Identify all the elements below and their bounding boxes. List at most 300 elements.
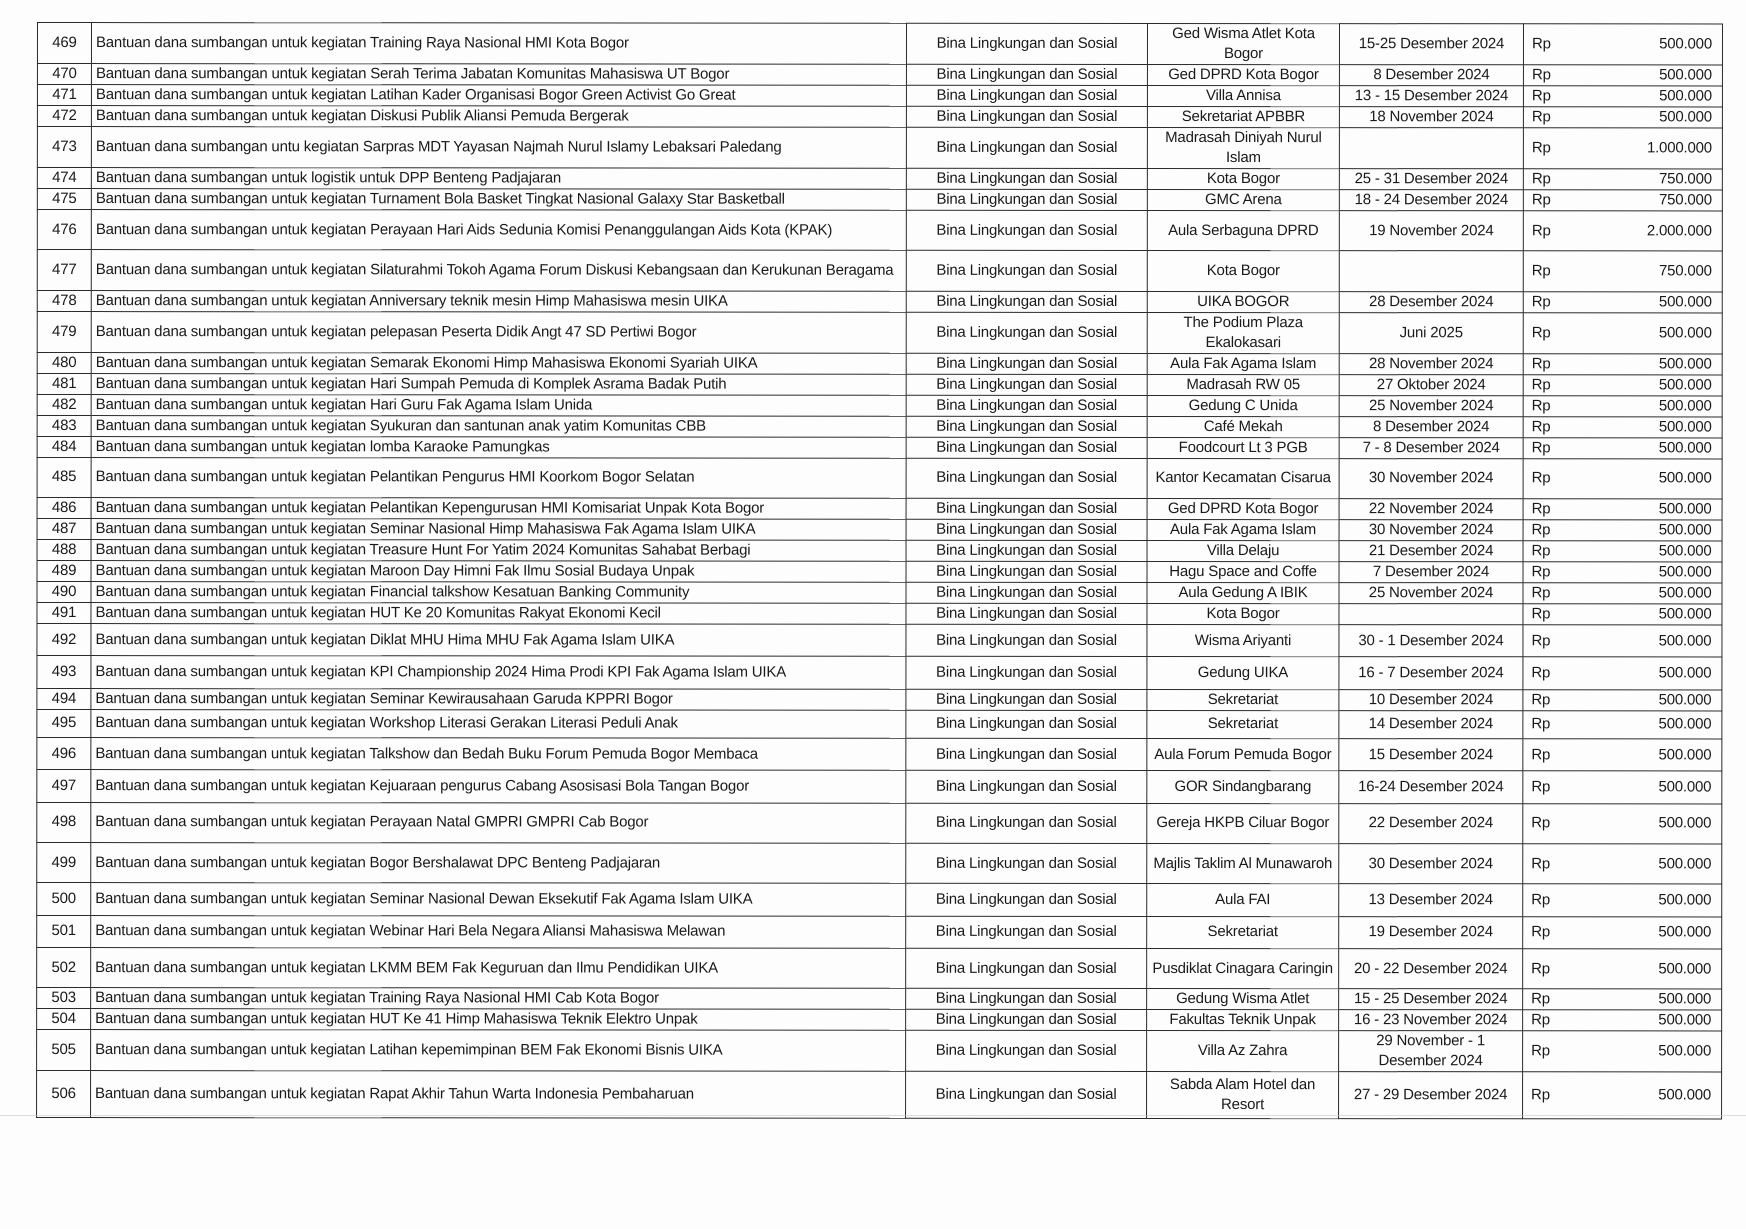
- row-amount: 750.000: [1659, 191, 1712, 209]
- row-location: Aula FAI: [1147, 884, 1339, 916]
- row-currency: Rp: [1531, 376, 1551, 394]
- row-amount-cell: [1523, 190, 1722, 211]
- row-description: Bantuan dana sumbangan untuk kegiatan Syukuran dan santunan anak yatim Komunitas CBB: [91, 415, 906, 437]
- row-amount: 750.000: [1658, 262, 1712, 280]
- table-row: [37, 210, 1722, 252]
- row-amount: 500.000: [1658, 469, 1712, 487]
- row-description: Bantuan dana sumbangan untuk kegiatan Bogor Bershalawat DPC Benteng Padjajaran: [91, 843, 906, 884]
- table-row: [37, 498, 1722, 520]
- table-row: [37, 540, 1722, 562]
- table-row: [37, 290, 1722, 312]
- row-description: Bantuan dana sumbangan untu kegiatan Sarpras MDT Yayasan Najmah Nurul Islamy Lebaksari Paledang: [91, 127, 906, 169]
- table-row: [37, 738, 1722, 772]
- row-number: 487: [37, 519, 91, 540]
- row-location: Madrasah RW 05: [1147, 374, 1339, 395]
- row-field: Bina Lingkungan dan Sosial: [906, 353, 1147, 374]
- row-date: 10 Desember 2024: [1339, 689, 1523, 710]
- row-description: Bantuan dana sumbangan untuk kegiatan Financial talkshow Kesatuan Banking Community: [91, 582, 906, 604]
- row-location: Pusdiklat Cinagara Caringin: [1147, 949, 1339, 990]
- row-field: Bina Lingkungan dan Sosial: [906, 189, 1147, 210]
- row-location: Foodcourt Lt 3 PGB: [1147, 437, 1339, 458]
- row-amount-cell: [1523, 313, 1722, 354]
- row-currency: Rp: [1531, 891, 1551, 909]
- row-amount-cell: [1523, 711, 1722, 739]
- row-location: Ged DPRD Kota Bogor: [1147, 64, 1339, 85]
- row-amount: 500.000: [1658, 691, 1712, 709]
- row-number: 479: [37, 311, 91, 352]
- row-currency: Rp: [1531, 855, 1551, 873]
- row-number: 498: [37, 802, 91, 842]
- row-amount: 500.000: [1658, 418, 1712, 436]
- table-row: [37, 64, 1722, 86]
- row-field: Bina Lingkungan dan Sosial: [906, 458, 1147, 499]
- row-location: Gedung UIKA: [1147, 657, 1339, 689]
- row-amount-cell: [1523, 949, 1722, 990]
- row-location: Gereja HKPB Ciluar Bogor: [1147, 803, 1339, 844]
- row-description: Bantuan dana sumbangan untuk kegiatan Semarak Ekonomi Himp Mahasiswa Ekonomi Syariah UIKA: [91, 352, 906, 374]
- row-amount: 500.000: [1658, 778, 1712, 796]
- row-number: 490: [37, 582, 91, 603]
- row-description: Bantuan dana sumbangan untuk kegiatan Webinar Hari Bela Negara Aliansi Mahasiswa Melawan: [91, 915, 906, 948]
- row-currency: Rp: [1531, 715, 1551, 733]
- row-description: Bantuan dana sumbangan untuk kegiatan KPI Championship 2024 Hima Prodi KPI Fak Agama Islam UIKA: [91, 656, 906, 689]
- row-amount-cell: [1523, 884, 1722, 916]
- row-number: 471: [37, 85, 91, 106]
- row-field: Bina Lingkungan dan Sosial: [906, 168, 1147, 189]
- row-amount-cell: [1523, 292, 1722, 313]
- row-date: 8 Desember 2024: [1339, 65, 1523, 86]
- row-location: UIKA BOGOR: [1147, 291, 1339, 312]
- row-currency: Rp: [1531, 923, 1550, 941]
- row-date: 28 Desember 2024: [1339, 291, 1523, 312]
- row-field: Bina Lingkungan dan Sosial: [906, 312, 1147, 353]
- row-field: Bina Lingkungan dan Sosial: [906, 64, 1147, 85]
- table-row: [37, 23, 1722, 65]
- row-currency: Rp: [1531, 746, 1551, 764]
- row-amount: 500.000: [1658, 521, 1712, 539]
- table-row: [37, 988, 1722, 1010]
- row-description: Bantuan dana sumbangan untuk kegiatan Seminar Nasional Dewan Eksekutif Fak Agama Islam UIKA: [91, 883, 906, 916]
- row-field: Bina Lingkungan dan Sosial: [906, 106, 1147, 127]
- row-currency: Rp: [1531, 221, 1551, 240]
- row-currency: Rp: [1531, 397, 1551, 415]
- table-row: [37, 770, 1722, 804]
- row-amount: 750.000: [1659, 170, 1712, 188]
- row-currency: Rp: [1531, 1086, 1550, 1104]
- row-currency: Rp: [1531, 960, 1550, 978]
- row-description: Bantuan dana sumbangan untuk kegiatan Rapat Akhir Tahun Warta Indonesia Pembaharuan: [91, 1071, 906, 1118]
- row-currency: Rp: [1531, 139, 1551, 157]
- row-date: 28 November 2024: [1339, 353, 1523, 374]
- row-number: 492: [37, 624, 91, 656]
- row-description: Bantuan dana sumbangan untuk kegiatan Hari Sumpah Pemuda di Komplek Asrama Badak Putih: [91, 373, 906, 395]
- row-location: Aula Serbaguna DPRD: [1147, 210, 1339, 251]
- row-amount-cell: [1523, 417, 1722, 438]
- donation-table: [36, 22, 1723, 1119]
- row-currency: Rp: [1531, 324, 1551, 342]
- row-field: Bina Lingkungan dan Sosial: [906, 989, 1147, 1010]
- row-currency: Rp: [1531, 778, 1551, 796]
- row-location: Hagu Space and Coffe: [1147, 562, 1339, 583]
- row-location: Gedung Wisma Atlet: [1147, 989, 1339, 1010]
- row-number: 470: [37, 64, 91, 85]
- row-amount-cell: [1523, 375, 1722, 396]
- row-location: Majlis Taklim Al Munawaroh: [1147, 844, 1339, 885]
- row-amount-cell: [1523, 396, 1722, 417]
- table-row: [37, 603, 1722, 625]
- row-number: 500: [37, 883, 91, 915]
- row-date: 14 Desember 2024: [1339, 710, 1523, 738]
- row-amount-cell: [1523, 499, 1722, 520]
- row-location: Kota Bogor: [1147, 604, 1339, 625]
- row-number: 483: [37, 415, 91, 436]
- table-row: [37, 311, 1722, 353]
- row-description: Bantuan dana sumbangan untuk kegiatan Training Raya Nasional HMI Kota Bogor: [91, 23, 906, 65]
- row-amount: 500.000: [1658, 855, 1712, 873]
- row-currency: Rp: [1531, 990, 1550, 1008]
- row-currency: Rp: [1531, 584, 1551, 602]
- row-amount: 500.000: [1659, 87, 1712, 105]
- table-row: [37, 1030, 1722, 1072]
- row-amount: 2.000.000: [1646, 222, 1712, 240]
- row-number: 501: [37, 915, 91, 947]
- row-amount: 500.000: [1658, 814, 1712, 832]
- row-location: Wisma Ariyanti: [1147, 625, 1339, 657]
- row-date: [1339, 128, 1523, 169]
- row-description: Bantuan dana sumbangan untuk kegiatan Training Raya Nasional HMI Cab Kota Bogor: [91, 988, 906, 1010]
- scan-artifact-line: [0, 1115, 1746, 1116]
- row-number: 494: [37, 688, 91, 709]
- row-number: 493: [37, 656, 91, 688]
- table-row: [37, 561, 1722, 583]
- row-amount-cell: [1523, 459, 1722, 500]
- row-field: Bina Lingkungan dan Sosial: [906, 437, 1147, 458]
- table-row: [37, 656, 1722, 690]
- row-amount-cell: [1523, 354, 1722, 375]
- row-date: 15 Desember 2024: [1339, 739, 1523, 771]
- row-field: Bina Lingkungan dan Sosial: [906, 210, 1147, 251]
- row-date: 7 Desember 2024: [1339, 562, 1523, 583]
- table-row: [37, 394, 1722, 416]
- table-row: [37, 457, 1722, 499]
- row-amount: 500.000: [1658, 1011, 1712, 1029]
- row-description: Bantuan dana sumbangan untuk kegiatan Latihan kepemimpinan BEM Fak Ekonomi Bisnis UIKA: [91, 1030, 906, 1072]
- row-currency: Rp: [1531, 563, 1551, 581]
- row-amount-cell: [1523, 989, 1722, 1010]
- row-description: Bantuan dana sumbangan untuk kegiatan Silaturahmi Tokoh Agama Forum Diskusi Kebangsaan dan Kerukunan Beragama: [91, 250, 906, 291]
- row-amount: 500.000: [1658, 397, 1712, 415]
- row-date: 29 November - 1 Desember 2024: [1339, 1031, 1523, 1072]
- row-description: Bantuan dana sumbangan untuk kegiatan Talkshow dan Bedah Buku Forum Pemuda Bogor Membaca: [91, 738, 906, 771]
- row-currency: Rp: [1531, 500, 1551, 518]
- row-number: 469: [37, 23, 91, 64]
- row-location: Sekretariat APBBR: [1147, 106, 1339, 127]
- row-amount: 500.000: [1658, 632, 1712, 650]
- row-amount-cell: [1523, 520, 1722, 541]
- row-description: Bantuan dana sumbangan untuk logistik untuk DPP Benteng Padjajaran: [91, 168, 906, 190]
- row-description: Bantuan dana sumbangan untuk kegiatan Workshop Literasi Gerakan Literasi Peduli Anak: [91, 709, 906, 738]
- row-amount: 500.000: [1658, 355, 1712, 373]
- table-row: [37, 373, 1722, 395]
- row-location: Aula Fak Agama Islam: [1147, 353, 1339, 374]
- row-amount-cell: [1523, 739, 1722, 771]
- row-number: 488: [37, 540, 91, 561]
- row-date: 15 - 25 Desember 2024: [1339, 989, 1523, 1010]
- row-currency: Rp: [1531, 262, 1551, 280]
- table-row: [37, 168, 1722, 190]
- row-location: Aula Gedung A IBIK: [1147, 583, 1339, 604]
- row-number: 478: [37, 290, 91, 311]
- row-date: 27 Oktober 2024: [1339, 374, 1523, 395]
- row-description: Bantuan dana sumbangan untuk kegiatan Treasure Hunt For Yatim 2024 Komunitas Sahabat Berbagi: [91, 540, 906, 562]
- row-field: Bina Lingkungan dan Sosial: [906, 624, 1147, 657]
- row-date: 13 - 15 Desember 2024: [1339, 86, 1523, 107]
- row-location: Ged Wisma Atlet Kota Bogor: [1147, 23, 1339, 64]
- row-field: Bina Lingkungan dan Sosial: [906, 127, 1147, 168]
- row-location: Sekretariat: [1147, 710, 1339, 738]
- row-currency: Rp: [1531, 418, 1551, 436]
- row-number: 485: [37, 457, 91, 497]
- row-amount-cell: [1523, 438, 1722, 459]
- row-date: 16 - 7 Desember 2024: [1339, 657, 1523, 689]
- table-row: [37, 624, 1722, 658]
- row-amount-cell: [1523, 128, 1722, 169]
- row-date: 19 Desember 2024: [1339, 916, 1523, 948]
- row-field: Bina Lingkungan dan Sosial: [906, 561, 1147, 582]
- row-date: [1339, 251, 1523, 292]
- row-date: 22 Desember 2024: [1339, 803, 1523, 844]
- row-description: Bantuan dana sumbangan untuk kegiatan Kejuaraan pengurus Cabang Asosisasi Bola Tangan Bogor: [91, 770, 906, 803]
- row-currency: Rp: [1531, 1042, 1550, 1060]
- row-amount-cell: [1523, 917, 1722, 949]
- row-field: Bina Lingkungan dan Sosial: [906, 657, 1147, 690]
- row-currency: Rp: [1531, 605, 1551, 623]
- row-description: Bantuan dana sumbangan untuk kegiatan Hari Guru Fak Agama Islam Unida: [91, 394, 906, 416]
- row-location: Kota Bogor: [1147, 251, 1339, 292]
- row-field: Bina Lingkungan dan Sosial: [906, 540, 1147, 561]
- row-location: Fakultas Teknik Unpak: [1147, 1010, 1339, 1031]
- row-field: Bina Lingkungan dan Sosial: [906, 85, 1147, 106]
- row-location: Gedung C Unida: [1147, 395, 1339, 416]
- row-field: Bina Lingkungan dan Sosial: [906, 416, 1147, 437]
- row-location: Villa Az Zahra: [1147, 1031, 1339, 1072]
- row-amount: 500.000: [1659, 35, 1712, 53]
- row-date: Juni 2025: [1339, 312, 1523, 353]
- row-field: Bina Lingkungan dan Sosial: [906, 916, 1147, 949]
- row-description: Bantuan dana sumbangan untuk kegiatan Diskusi Publik Aliansi Pemuda Bergerak: [91, 106, 906, 128]
- row-field: Bina Lingkungan dan Sosial: [906, 582, 1147, 603]
- row-number: 475: [37, 189, 91, 210]
- row-amount-cell: [1523, 24, 1722, 65]
- row-currency: Rp: [1531, 542, 1551, 560]
- row-amount: 500.000: [1658, 923, 1712, 941]
- row-number: 491: [37, 603, 91, 624]
- table-row: [37, 1009, 1722, 1031]
- row-description: Bantuan dana sumbangan untuk kegiatan Serah Terima Jabatan Komunitas Mahasiswa UT Bogor: [91, 64, 906, 86]
- table-row: [37, 709, 1722, 739]
- row-amount: 500.000: [1658, 1086, 1712, 1104]
- row-location: Café Mekah: [1147, 416, 1339, 437]
- row-amount-cell: [1523, 803, 1722, 844]
- table-row: [37, 106, 1722, 128]
- row-currency: Rp: [1531, 632, 1551, 650]
- table-row: [37, 1071, 1722, 1119]
- row-amount-cell: [1523, 1010, 1722, 1031]
- row-date: 18 November 2024: [1339, 107, 1523, 128]
- row-date: 21 Desember 2024: [1339, 541, 1523, 562]
- table-row: [37, 582, 1722, 604]
- row-amount-cell: [1523, 583, 1722, 604]
- row-currency: Rp: [1531, 439, 1551, 457]
- row-date: 13 Desember 2024: [1339, 884, 1523, 916]
- row-location: GOR Sindangbarang: [1147, 771, 1339, 803]
- row-amount: 500.000: [1658, 1042, 1712, 1060]
- row-amount-cell: [1523, 211, 1722, 252]
- row-location: Sabda Alam Hotel dan Resort: [1147, 1072, 1339, 1119]
- row-currency: Rp: [1531, 355, 1551, 373]
- row-field: Bina Lingkungan dan Sosial: [906, 519, 1147, 540]
- row-amount: 500.000: [1658, 746, 1712, 764]
- row-currency: Rp: [1531, 293, 1551, 311]
- row-amount-cell: [1523, 844, 1722, 885]
- row-amount: 500.000: [1658, 293, 1712, 311]
- row-location: Aula Fak Agama Islam: [1147, 520, 1339, 541]
- row-currency: Rp: [1531, 469, 1551, 487]
- row-amount: 500.000: [1658, 891, 1712, 909]
- row-description: Bantuan dana sumbangan untuk kegiatan Latihan Kader Organisasi Bogor Green Activist Go Great: [91, 85, 906, 107]
- row-description: Bantuan dana sumbangan untuk kegiatan HUT Ke 20 Komunitas Rakyat Ekonomi Kecil: [91, 603, 906, 625]
- row-description: Bantuan dana sumbangan untuk kegiatan Anniversary teknik mesin Himp Mahasiswa mesin UIKA: [91, 290, 906, 312]
- row-field: Bina Lingkungan dan Sosial: [906, 948, 1147, 989]
- row-date: 22 November 2024: [1339, 499, 1523, 520]
- row-number: 489: [37, 561, 91, 582]
- row-date: 16 - 23 November 2024: [1339, 1010, 1523, 1031]
- row-description: Bantuan dana sumbangan untuk kegiatan Turnament Bola Basket Tingkat Nasional Galaxy Star Basketball: [91, 189, 906, 211]
- row-amount-cell: [1523, 1072, 1722, 1119]
- row-date: 27 - 29 Desember 2024: [1339, 1072, 1523, 1119]
- row-date: 8 Desember 2024: [1339, 416, 1523, 437]
- table-row: [37, 915, 1722, 949]
- row-amount: 500.000: [1658, 960, 1712, 978]
- row-number: 504: [37, 1009, 91, 1030]
- row-description: Bantuan dana sumbangan untuk kegiatan Perayaan Hari Aids Sedunia Komisi Penanggulangan Aids Kota (KPAK): [91, 210, 906, 251]
- row-description: Bantuan dana sumbangan untuk kegiatan Maroon Day Himni Fak Ilmu Sosial Budaya Unpak: [91, 561, 906, 583]
- row-number: 506: [37, 1071, 91, 1118]
- row-number: 496: [37, 738, 91, 770]
- row-number: 499: [37, 843, 91, 883]
- row-amount-cell: [1523, 65, 1722, 86]
- row-amount-cell: [1523, 690, 1722, 711]
- row-date: 30 November 2024: [1339, 458, 1523, 499]
- row-currency: Rp: [1531, 87, 1551, 105]
- row-field: Bina Lingkungan dan Sosial: [906, 843, 1147, 884]
- row-amount-cell: [1523, 86, 1722, 107]
- row-amount: 500.000: [1658, 605, 1712, 623]
- row-date: 18 - 24 Desember 2024: [1339, 190, 1523, 211]
- row-field: Bina Lingkungan dan Sosial: [906, 884, 1147, 917]
- row-location: GMC Arena: [1147, 189, 1339, 210]
- table-row: [37, 948, 1722, 990]
- row-field: Bina Lingkungan dan Sosial: [906, 1031, 1147, 1072]
- row-amount-cell: [1523, 251, 1722, 292]
- table-row: [37, 519, 1722, 541]
- row-description: Bantuan dana sumbangan untuk kegiatan Diklat MHU Hima MHU Fak Agama Islam UIKA: [91, 624, 906, 657]
- row-location: Sekretariat: [1147, 916, 1339, 948]
- row-location: Villa Annisa: [1147, 85, 1339, 106]
- row-description: Bantuan dana sumbangan untuk kegiatan lomba Karaoke Pamungkas: [91, 436, 906, 458]
- row-currency: Rp: [1531, 1011, 1550, 1029]
- row-location: Kota Bogor: [1147, 168, 1339, 189]
- row-currency: Rp: [1531, 191, 1551, 209]
- table-row: [37, 352, 1722, 374]
- row-location: Sekretariat: [1147, 689, 1339, 710]
- row-amount-cell: [1523, 541, 1722, 562]
- row-number: 497: [37, 770, 91, 802]
- row-date: 30 November 2024: [1339, 520, 1523, 541]
- row-field: Bina Lingkungan dan Sosial: [906, 603, 1147, 624]
- row-currency: Rp: [1531, 35, 1551, 53]
- row-number: 480: [37, 352, 91, 373]
- row-number: 503: [37, 988, 91, 1009]
- row-amount: 500.000: [1659, 108, 1712, 126]
- row-location: Villa Delaju: [1147, 541, 1339, 562]
- row-description: Bantuan dana sumbangan untuk kegiatan Pelantikan Pengurus HMI Koorkom Bogor Selatan: [91, 457, 906, 498]
- row-currency: Rp: [1531, 108, 1551, 126]
- row-amount: 500.000: [1658, 990, 1712, 1008]
- row-location: Madrasah Diniyah Nurul Islam: [1147, 127, 1339, 168]
- row-field: Bina Lingkungan dan Sosial: [906, 498, 1147, 519]
- row-description: Bantuan dana sumbangan untuk kegiatan Perayaan Natal GMPRI GMPRI Cab Bogor: [91, 802, 906, 843]
- row-date: 15-25 Desember 2024: [1339, 24, 1523, 65]
- row-amount-cell: [1523, 625, 1722, 657]
- row-amount: 500.000: [1658, 715, 1712, 733]
- row-date: 25 November 2024: [1339, 583, 1523, 604]
- row-location: Kantor Kecamatan Cisarua: [1147, 458, 1339, 499]
- row-date: 25 November 2024: [1339, 395, 1523, 416]
- row-date: [1339, 604, 1523, 625]
- row-description: Bantuan dana sumbangan untuk kegiatan LKMM BEM Fak Keguruan dan Ilmu Pendidikan UIKA: [91, 948, 906, 989]
- row-location: Aula Forum Pemuda Bogor: [1147, 739, 1339, 771]
- row-field: Bina Lingkungan dan Sosial: [906, 1072, 1147, 1119]
- row-field: Bina Lingkungan dan Sosial: [906, 251, 1147, 292]
- row-amount-cell: [1523, 107, 1722, 128]
- row-amount: 500.000: [1658, 376, 1712, 394]
- row-date: 16-24 Desember 2024: [1339, 771, 1523, 803]
- row-number: 473: [37, 127, 91, 168]
- row-number: 474: [37, 168, 91, 189]
- row-date: 19 November 2024: [1339, 211, 1523, 252]
- row-field: Bina Lingkungan dan Sosial: [906, 291, 1147, 312]
- row-description: Bantuan dana sumbangan untuk kegiatan Seminar Nasional Himp Mahasiswa Fak Agama Islam UIKA: [91, 519, 906, 541]
- table-row: [37, 127, 1722, 169]
- table-row: [37, 688, 1722, 710]
- row-currency: Rp: [1531, 664, 1551, 682]
- row-description: Bantuan dana sumbangan untuk kegiatan Pelantikan Kepengurusan HMI Komisariat Unpak Kota Bogor: [91, 498, 906, 520]
- row-date: 30 - 1 Desember 2024: [1339, 625, 1523, 657]
- row-description: Bantuan dana sumbangan untuk kegiatan Seminar Kewirausahaan Garuda KPPRI Bogor: [91, 688, 906, 710]
- row-currency: Rp: [1531, 521, 1551, 539]
- row-amount-cell: [1523, 1031, 1722, 1072]
- row-number: 477: [37, 250, 91, 290]
- row-number: 481: [37, 373, 91, 394]
- donation-table-body: [37, 23, 1723, 1119]
- table-row: [37, 883, 1722, 917]
- row-amount: 500.000: [1658, 542, 1712, 560]
- row-location: Ged DPRD Kota Bogor: [1147, 499, 1339, 520]
- row-date: 7 - 8 Desember 2024: [1339, 437, 1523, 458]
- row-date: 25 - 31 Desember 2024: [1339, 169, 1523, 190]
- row-amount: 500.000: [1659, 66, 1712, 84]
